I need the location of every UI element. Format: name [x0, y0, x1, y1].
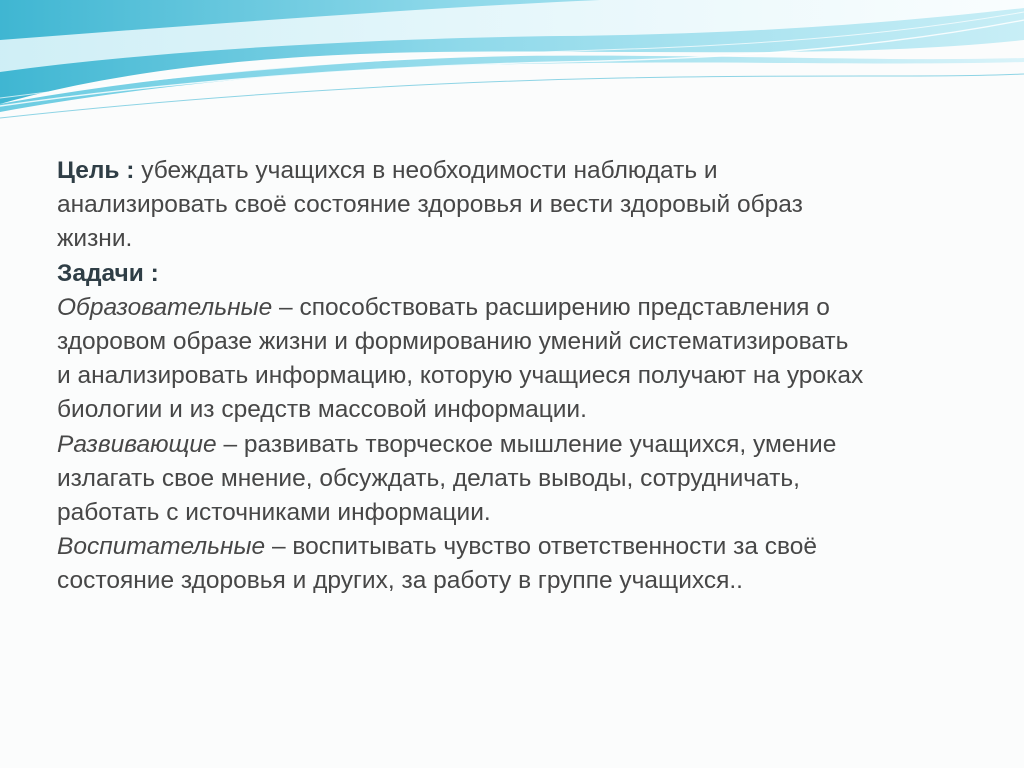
- task-developmental: [57, 428, 867, 531]
- wave-header-decoration: [0, 0, 1024, 130]
- tasks-heading-label: Задачи :: [57, 259, 159, 287]
- goal-text: убеждать учащихся в необходимости наблюдать и анализировать своё состояние здоровья и вести здоровый образ жизни.: [57, 157, 803, 253]
- tasks-heading: [57, 257, 867, 291]
- task-upbringing: [57, 530, 867, 598]
- task-developmental-text: – развивать творческое мышление учащихся, умение излагать свое мнение, обсуждать, делать выводы, сотрудничать, работать с источниками информации.: [57, 430, 837, 527]
- task-upbringing-text: – воспитывать чувство ответственности за своё состояние здоровья и других, за работу в группе учащихся..: [57, 533, 818, 595]
- goal-paragraph: [57, 154, 867, 257]
- task-upbringing-label: Воспитательные: [57, 533, 266, 561]
- task-educational-label: Образовательные: [57, 293, 273, 321]
- task-educational: [57, 291, 867, 428]
- goal-label: Цель :: [57, 157, 135, 184]
- task-developmental-label: Развивающие: [57, 430, 217, 458]
- slide-body: [57, 154, 867, 599]
- task-educational-text: – способствовать расширению представления о здоровом образе жизни и формированию умений систематизировать и анализировать информацию, которую учащиеся получают на уроках биологии и из средств массовой информации.: [57, 293, 864, 424]
